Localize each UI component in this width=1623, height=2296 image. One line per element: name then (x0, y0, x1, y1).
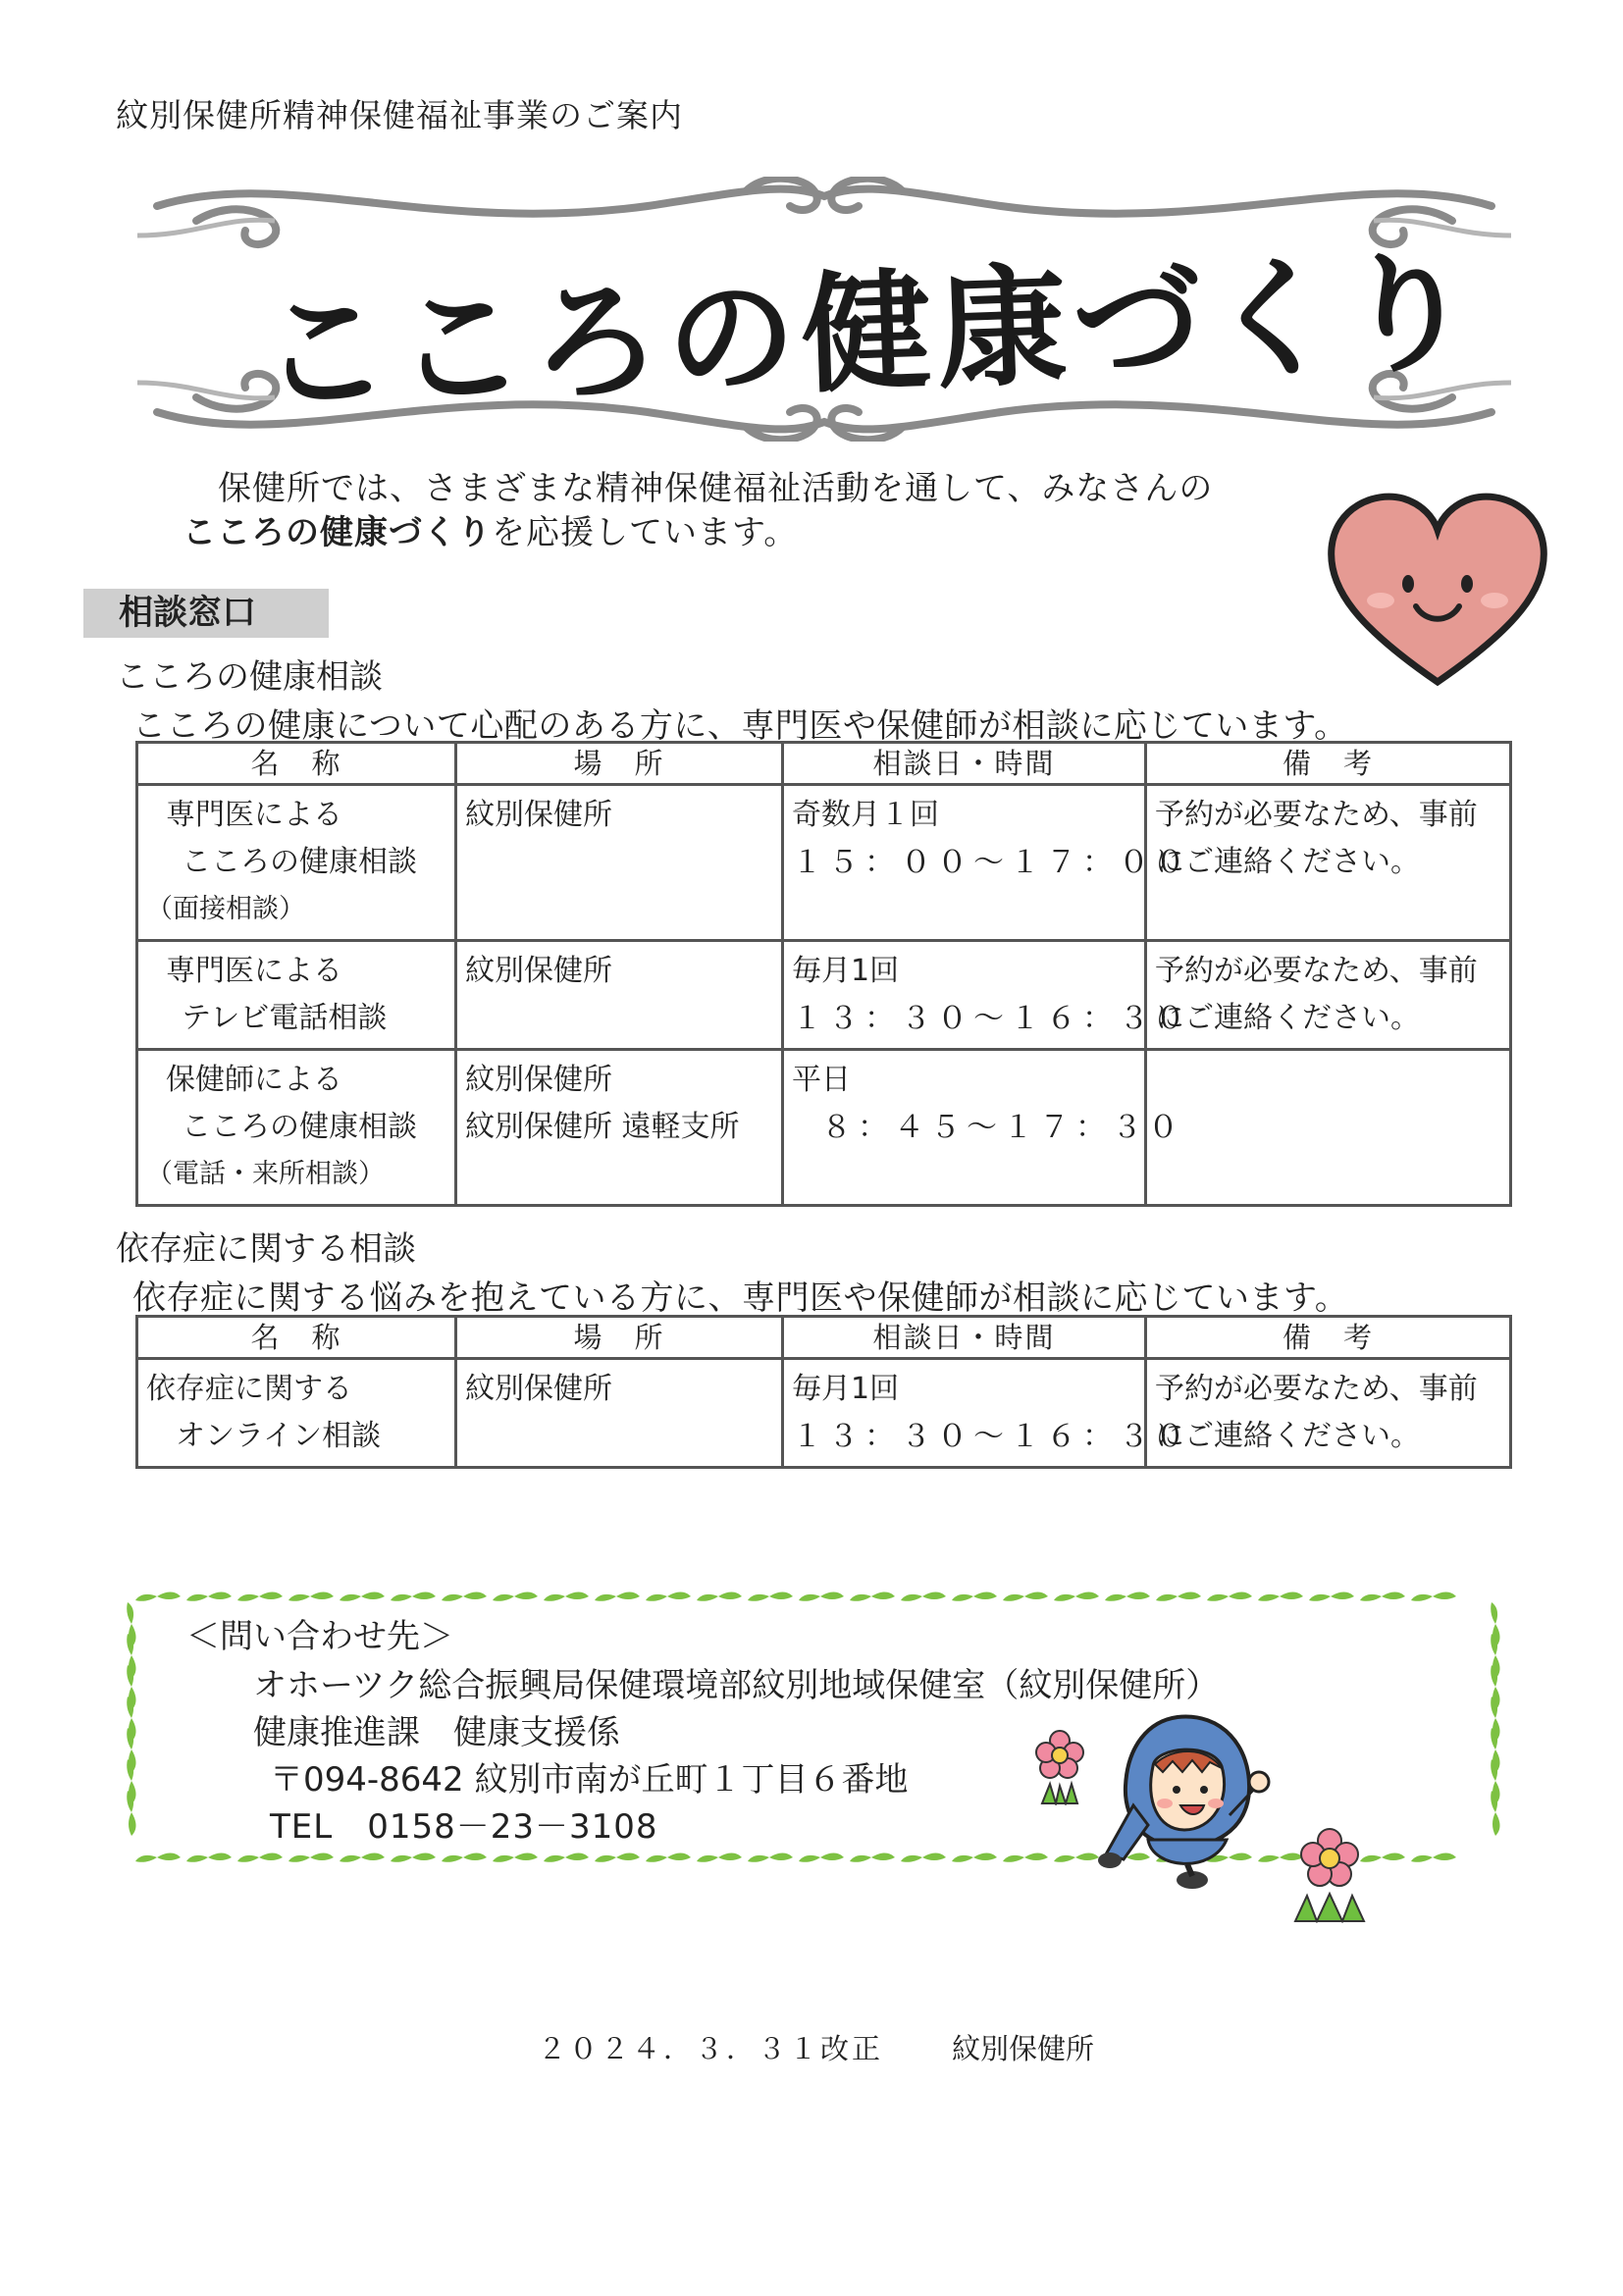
kokoro-lead: こころの健康について心配のある方に、専門医や保健師が相談に応じています。 (132, 706, 1348, 746)
row-note: 予約が必要なため、事前 (1155, 1372, 1478, 1406)
column-header: 名 称 (137, 1317, 456, 1359)
leaf-ornament (442, 1853, 487, 1862)
table-header-row (137, 1317, 1511, 1359)
intro-line-2 (183, 505, 798, 553)
leaf-ornament (1309, 1592, 1354, 1601)
row-place: 紋別保健所 (465, 954, 612, 988)
leaf-ornament (1054, 1592, 1099, 1601)
table-header-row (137, 743, 1511, 785)
izon-heading: 依存症に関する相談 (116, 1229, 416, 1269)
leaf-ornament (1411, 1592, 1456, 1601)
row-note: にご連絡ください。 (1155, 1419, 1420, 1453)
section-label: 相談窓口 (83, 589, 329, 638)
leaf-ornament (646, 1853, 691, 1862)
row-place: 紋別保健所 (465, 798, 612, 832)
leaf-ornament (646, 1592, 691, 1601)
table-row (137, 1359, 1511, 1468)
leaf-ornament (237, 1592, 283, 1601)
leaf-ornament (952, 1592, 997, 1601)
table-row (137, 785, 1511, 941)
leaf-ornament (288, 1853, 334, 1862)
column-header: 相談日・時間 (783, 743, 1146, 785)
row-time: １５：００～１７：００ (792, 845, 1191, 880)
row-time: １３：３０～１６：３０ (792, 1001, 1191, 1036)
leaf-ornament (901, 1853, 946, 1862)
leaf-ornament (1258, 1592, 1303, 1601)
hooded-child-character-icon (1094, 1707, 1271, 1894)
row-note: にご連絡ください。 (1155, 845, 1420, 879)
row-time: １３：３０～１６：３０ (792, 1419, 1191, 1454)
intro-line-1: 保健所では、さまざまな精神保健福祉活動を通して、みなさんの (218, 469, 1214, 508)
leaf-ornament (135, 1592, 181, 1601)
row-time: ８：４５～１７：３０ (821, 1110, 1184, 1145)
row-name: オンライン相談 (176, 1419, 382, 1453)
leaf-ornament (186, 1853, 232, 1862)
column-header: 相談日・時間 (783, 1317, 1146, 1359)
row-name: こころの健康相談 (182, 1110, 417, 1144)
leaf-ornament (850, 1592, 895, 1601)
issuer: 紋別保健所 (952, 2032, 1095, 2065)
row-name: 依存症に関する (146, 1372, 352, 1406)
leaf-ornament (493, 1853, 538, 1862)
leaf-ornament (1156, 1592, 1201, 1601)
row-day: 毎月1回 (792, 954, 900, 988)
row-note: 予約が必要なため、事前 (1155, 798, 1478, 832)
page-title: こころの健康づくり (257, 236, 1482, 431)
column-header: 備 考 (1146, 743, 1511, 785)
leaf-ornament (595, 1853, 640, 1862)
row-name-note: （電話・来所相談） (146, 1159, 385, 1189)
leaf-ornament (697, 1853, 742, 1862)
leaf-ornament (544, 1592, 589, 1601)
kokoro-heading: こころの健康相談 (116, 657, 383, 697)
leaf-ornament (1003, 1853, 1048, 1862)
izon-table (135, 1315, 1512, 1469)
leaf-ornament (1360, 1592, 1405, 1601)
row-name: 保健師による (166, 1063, 342, 1097)
row-day: 奇数月１回 (792, 798, 939, 832)
leaf-ornament (748, 1592, 793, 1601)
leaf-ornament (799, 1592, 844, 1601)
leaf-ornament (1207, 1592, 1252, 1601)
leaf-ornament (748, 1853, 793, 1862)
row-place: 紋別保健所 (465, 1372, 612, 1406)
contact-address: 〒094-8642 紋別市南が丘町１丁目６番地 (270, 1760, 909, 1800)
leaf-ornament (340, 1592, 385, 1601)
leaf-ornament (850, 1853, 895, 1862)
intro-emphasis: こころの健康づくり (183, 513, 492, 552)
row-place: 紋別保健所 遠軽支所 (465, 1110, 740, 1144)
column-header: 名 称 (137, 743, 456, 785)
leaf-ornament (237, 1853, 283, 1862)
row-note: にご連絡ください。 (1155, 1001, 1420, 1035)
row-day: 平日 (792, 1063, 851, 1097)
revision-date: ２０２４．３．３１改正 (538, 2032, 884, 2065)
smiling-heart-icon (1320, 481, 1555, 697)
leaf-ornament (901, 1592, 946, 1601)
leaf-ornament (1003, 1592, 1048, 1601)
leaf-ornament (697, 1592, 742, 1601)
row-note: 予約が必要なため、事前 (1155, 954, 1478, 988)
flower-icon (1285, 1825, 1374, 1923)
row-name: 専門医による (166, 954, 342, 988)
row-name: こころの健康相談 (182, 845, 417, 879)
kokoro-table (135, 741, 1512, 1207)
row-day: 毎月1回 (792, 1372, 900, 1406)
leaf-ornament (288, 1592, 334, 1601)
leaf-ornament (493, 1592, 538, 1601)
leaf-ornament (595, 1592, 640, 1601)
leaf-ornament (391, 1592, 436, 1601)
leaf-ornament (340, 1853, 385, 1862)
column-header: 場 所 (456, 1317, 783, 1359)
row-name: テレビ電話相談 (182, 1001, 388, 1035)
header-subtitle: 紋別保健所精神保健福祉事業のご案内 (116, 96, 683, 134)
column-header: 場 所 (456, 743, 783, 785)
column-header: 備 考 (1146, 1317, 1511, 1359)
row-name-note: （面接相談） (146, 894, 305, 924)
leaf-ornament (1054, 1853, 1099, 1862)
table-row (137, 1050, 1511, 1206)
table-row (137, 941, 1511, 1050)
leaf-ornament (544, 1853, 589, 1862)
izon-lead: 依存症に関する悩みを抱えている方に、専門医や保健師が相談に応じています。 (132, 1278, 1349, 1318)
row-name: 専門医による (166, 798, 342, 832)
leaf-ornament (391, 1853, 436, 1862)
row-place: 紋別保健所 (465, 1063, 612, 1097)
contact-dept: 健康推進課 健康支援係 (253, 1713, 620, 1752)
flower-icon (1021, 1727, 1099, 1805)
leaf-ornament (1105, 1592, 1150, 1601)
contact-tel: TEL 0158－23－3108 (270, 1807, 658, 1847)
leaf-ornament (135, 1853, 181, 1862)
contact-org: オホーツク総合振興局保健環境部紋別地域保健室（紋別保健所） (253, 1666, 1220, 1705)
leaf-ornament (186, 1592, 232, 1601)
intro-line-2-rest: を応援しています。 (492, 513, 799, 552)
leaf-ornament (799, 1853, 844, 1862)
leaf-ornament (442, 1592, 487, 1601)
contact-heading: ＜問い合わせ先＞ (186, 1617, 453, 1656)
leaf-ornament (1411, 1853, 1456, 1862)
leaf-ornament (952, 1853, 997, 1862)
